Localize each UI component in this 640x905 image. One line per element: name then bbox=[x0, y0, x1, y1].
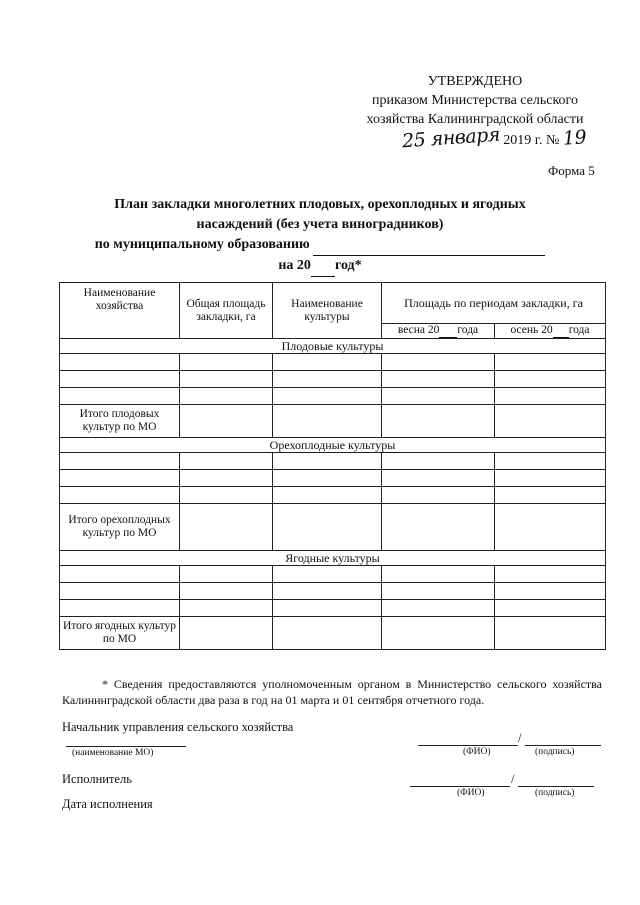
table-row bbox=[60, 566, 606, 583]
fio-caption-2: (ФИО) bbox=[457, 788, 485, 798]
date-label: Дата исполнения bbox=[62, 797, 153, 811]
total-berry-label: Итого ягодных культур по МО bbox=[60, 617, 180, 650]
title-line-3 bbox=[70, 235, 570, 256]
head-title: Начальник управления сельского хозяйства bbox=[62, 720, 294, 734]
table-row bbox=[60, 487, 606, 504]
title-mo-label: по муниципальному образованию bbox=[94, 237, 310, 252]
title-line-2: насаждений (без учета виноградников) bbox=[196, 217, 444, 232]
slash-2: / bbox=[511, 772, 515, 786]
fio-line-1 bbox=[418, 745, 518, 746]
handwritten-number: 19 bbox=[562, 126, 587, 150]
mo-name-blank bbox=[313, 235, 545, 256]
approval-order-line: приказом Министерства сельского bbox=[372, 93, 578, 108]
approval-year: 2019 г. № bbox=[503, 133, 560, 148]
sign-line-2 bbox=[518, 786, 594, 787]
approval-heading: УТВЕРЖДЕНО bbox=[427, 74, 523, 89]
title-year-prefix: на 20 bbox=[278, 258, 311, 273]
header-autumn: осень 20 года bbox=[495, 324, 606, 339]
section-fruit: Плодовые культуры bbox=[60, 339, 606, 354]
executor-label: Исполнитель bbox=[62, 772, 132, 786]
slash-1: / bbox=[518, 731, 522, 745]
header-spring: весна 20 года bbox=[382, 324, 495, 339]
mo-line bbox=[66, 746, 186, 747]
total-nut-label: Итого орехоплодных культур по МО bbox=[60, 504, 180, 551]
table-row bbox=[60, 583, 606, 600]
fio-caption-1: (ФИО) bbox=[463, 747, 491, 757]
table-row bbox=[60, 453, 606, 470]
sign-caption-1: (подпись) bbox=[535, 747, 575, 757]
table-row bbox=[60, 470, 606, 487]
title-year-suffix: год* bbox=[334, 258, 362, 273]
approval-block bbox=[350, 72, 600, 153]
fio-line-2 bbox=[410, 786, 510, 787]
planting-plan-table bbox=[59, 282, 606, 650]
header-area-by-period: Площадь по периодам закладки, га bbox=[382, 283, 606, 324]
section-nut: Орехоплодные культуры bbox=[60, 438, 606, 453]
mo-caption: (наименование МО) bbox=[72, 748, 154, 758]
total-fruit-label: Итого плодовых культур по МО bbox=[60, 405, 180, 438]
year-blank bbox=[311, 256, 335, 277]
handwritten-date: 25 января bbox=[401, 123, 501, 153]
header-crop-name: Наименование культуры bbox=[273, 283, 382, 339]
document-title bbox=[70, 195, 570, 277]
table-row bbox=[60, 354, 606, 371]
section-berry: Ягодные культуры bbox=[60, 551, 606, 566]
title-line-1: План закладки многолетних плодовых, орехоплодных и ягодных bbox=[114, 197, 526, 212]
title-line-4 bbox=[70, 256, 570, 277]
table-row bbox=[60, 600, 606, 617]
approval-date-line bbox=[350, 123, 600, 153]
table-row bbox=[60, 371, 606, 388]
approval-ministry-line: хозяйства Калининградской области bbox=[366, 112, 584, 127]
header-total-area: Общая площадь закладки, га bbox=[180, 283, 273, 339]
header-farm-name: Наименование хозяйства bbox=[60, 283, 180, 339]
table-row bbox=[60, 388, 606, 405]
footnote: * Сведения предоставляются уполномоченным органом в Министерство сельского хозяйства Калининградской области два раза в год на 01 марта и 01 сентября отчетного года. bbox=[62, 677, 602, 707]
sign-line-1 bbox=[525, 745, 601, 746]
sign-caption-2: (подпись) bbox=[535, 788, 575, 798]
form-label: Форма 5 bbox=[548, 163, 595, 178]
